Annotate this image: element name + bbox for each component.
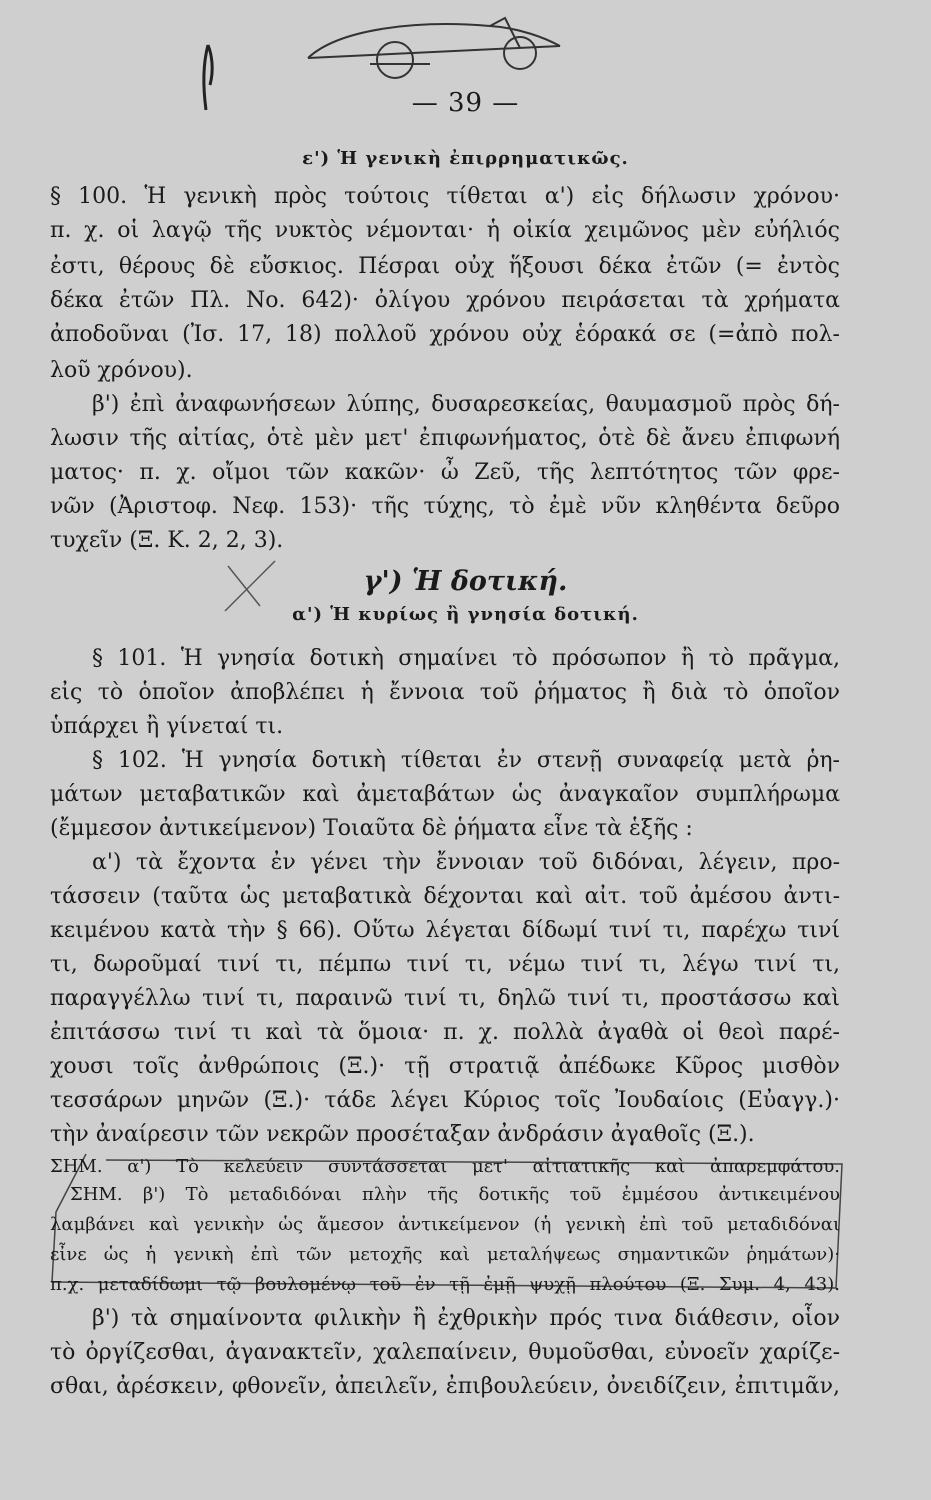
section-heading-dative: γ') Ἡ δοτική. [363,566,568,597]
text-line: τὸ ὀργίζεσθαι, ἀγανακτεῖν, χαλεπαίνειν, θυμοῦσθαι, εὐνοεῖν χαρίζε- [50,1340,840,1365]
note-line: ΣΗΜ. α') Τὸ κελεύειν συντάσσεται μετ' αἰτιατικῆς καὶ ἀπαρεμφάτου. [50,1156,840,1177]
section-heading-e: ε') Ἡ γενικὴ ἐπιρρηματικῶς. [302,148,629,169]
text-line: τεσσάρων μηνῶν (Ξ.)· τάδε λέγει Κύριος τοῖς Ἰουδαίοις (Εὐαγγ.)· [50,1088,840,1113]
text-line: λοῦ χρόνου). [50,358,193,383]
text-line: παραγγέλλω τινί τι, παραινῶ τινί τι, δηλῶ τινί τι, προστάσσω καὶ [50,986,840,1011]
text-line: (ἔμμεσον ἀντικείμενον) Τοιαῦτα δὲ ῥήματα εἶνε τὰ ἑξῆς : [50,816,693,841]
text-line: εἰς τὸ ὁποῖον ἀποβλέπει ἡ ἔννοια τοῦ ῥήματος ἢ διὰ τὸ ὁποῖον [50,680,840,705]
note-line: λαμβάνει καὶ γενικὴν ὡς ἄμεσον ἀντικείμενον (ἡ γενικὴ ἐπὶ τοῦ μεταδιδόναι [50,1214,840,1235]
text-line: § 100. Ἡ γενικὴ πρὸς τούτοις τίθεται α') εἰς δήλωσιν χρόνου· [50,184,840,209]
text-line: ἐστι, θέρους δὲ εὔσκιος. Πέσραι οὐχ ἥξουσι δέκα ἐτῶν (= ἐντὸς [50,254,840,279]
text-line: νῶν (Ἀριστοφ. Νεφ. 153)· τῆς τύχης, τὸ ἐμὲ νῦν κληθέντα δεῦρο [50,494,840,519]
text-line: λωσιν τῆς αἰτίας, ὁτὲ μὲν μετ' ἐπιφωνήματος, ὁτὲ δὲ ἄνευ ἐπιφωνή [50,426,840,451]
text-line: σθαι, ἀρέσκειν, φθονεῖν, ἀπειλεῖν, ἐπιβουλεύειν, ὀνειδίζειν, ἐπιτιμᾶν, [50,1374,840,1399]
text-line: ματος· π. χ. οἴμοι τῶν κακῶν· ὦ Ζεῦ, τῆς λεπτότητος τῶν φρε- [50,460,840,485]
text-line: β') τὰ σημαίνοντα φιλικὴν ἢ ἐχθρικὴν πρός τινα διάθεσιν, οἷον [92,1306,840,1331]
car-sketch-doodle [190,8,590,98]
text-line: ἐπιτάσσω τινί τι καὶ τὰ ὅμοια· π. χ. πολλὰ ἀγαθὰ οἱ θεοὶ παρέ- [50,1020,840,1045]
text-line: τυχεῖν (Ξ. Κ. 2, 2, 3). [50,528,284,553]
text-line: α') τὰ ἔχοντα ἐν γένει τὴν ἔννοιαν τοῦ διδόναι, λέγειν, προ- [92,850,840,875]
text-line: μάτων μεταβατικῶν καὶ ἀμεταβάτων ὡς ἀναγκαῖον συμπλήρωμα [50,782,840,807]
text-line: ἀποδοῦναι (Ἰσ. 17, 18) πολλοῦ χρόνου οὐχ ἑόρακά σε (=ἀπὸ πολ- [50,322,840,347]
text-line: ὑπάρχει ἢ γίνεταί τι. [50,714,284,739]
text-line: χουσι τοῖς ἀνθρώποις (Ξ.)· τῇ στρατιᾷ ἀπέδωκε Κῦρος μισθὸν [50,1054,840,1079]
text-line: κειμένου κατὰ τὴν § 66). Οὕτω λέγεται δίδωμί τινί τι, παρέχω τινί [50,918,840,943]
page-number: — 39 — [411,88,520,118]
text-line: π. χ. οἱ λαγῷ τῆς νυκτὸς νέμονται· ἡ οἰκία χειμῶνος μὲν εὐήλιός [50,218,840,243]
subsection-heading-proper-dative: α') Ἡ κυρίως ἢ γνησία δοτική. [292,604,639,625]
text-line: δέκα ἐτῶν Πλ. Νο. 642)· ὀλίγου χρόνου πειράσεται τὰ χρήματα [50,288,840,313]
text-line: τι, δωροῦμαί τινί τι, πέμπω τινί τι, νέμω τινί τι, λέγω τινί τι, [50,952,840,977]
note-line: π.χ. μεταδίδωμι τῷ βουλομένῳ τοῦ ἐν τῇ ἐμῇ ψυχῇ πλούτου (Ξ. Συμ. 4, 43). [50,1274,840,1295]
note-line: ΣΗΜ. β') Τὸ μεταδιδόναι πλὴν τῆς δοτικῆς τοῦ ἐμμέσου ἀντικειμένου [70,1184,840,1205]
text-line: τὴν ἀναίρεσιν τῶν νεκρῶν προσέταξαν ἀνδράσιν ἀγαθοῖς (Ξ.). [50,1122,755,1147]
text-line: § 102. Ἡ γνησία δοτικὴ τίθεται ἐν στενῇ συναφείᾳ μετὰ ῥη- [92,748,840,773]
note-line: εἶνε ὡς ἡ γενικὴ ἐπὶ τῶν μετοχῆς καὶ μεταλήψεως σημαντικῶν ῥημάτων)· [50,1244,840,1265]
text-line: β') ἐπὶ ἀναφωνήσεων λύπης, δυσαρεσκείας, θαυμασμοῦ πρὸς δή- [92,392,840,417]
text-line: § 101. Ἡ γνησία δοτικὴ σημαίνει τὸ πρόσωπον ἢ τὸ πρᾶγμα, [92,646,840,671]
text-line: τάσσειν (ταῦτα ὡς μεταβατικὰ δέχονται καὶ αἰτ. τοῦ ἀμέσου ἀντι- [50,884,840,909]
